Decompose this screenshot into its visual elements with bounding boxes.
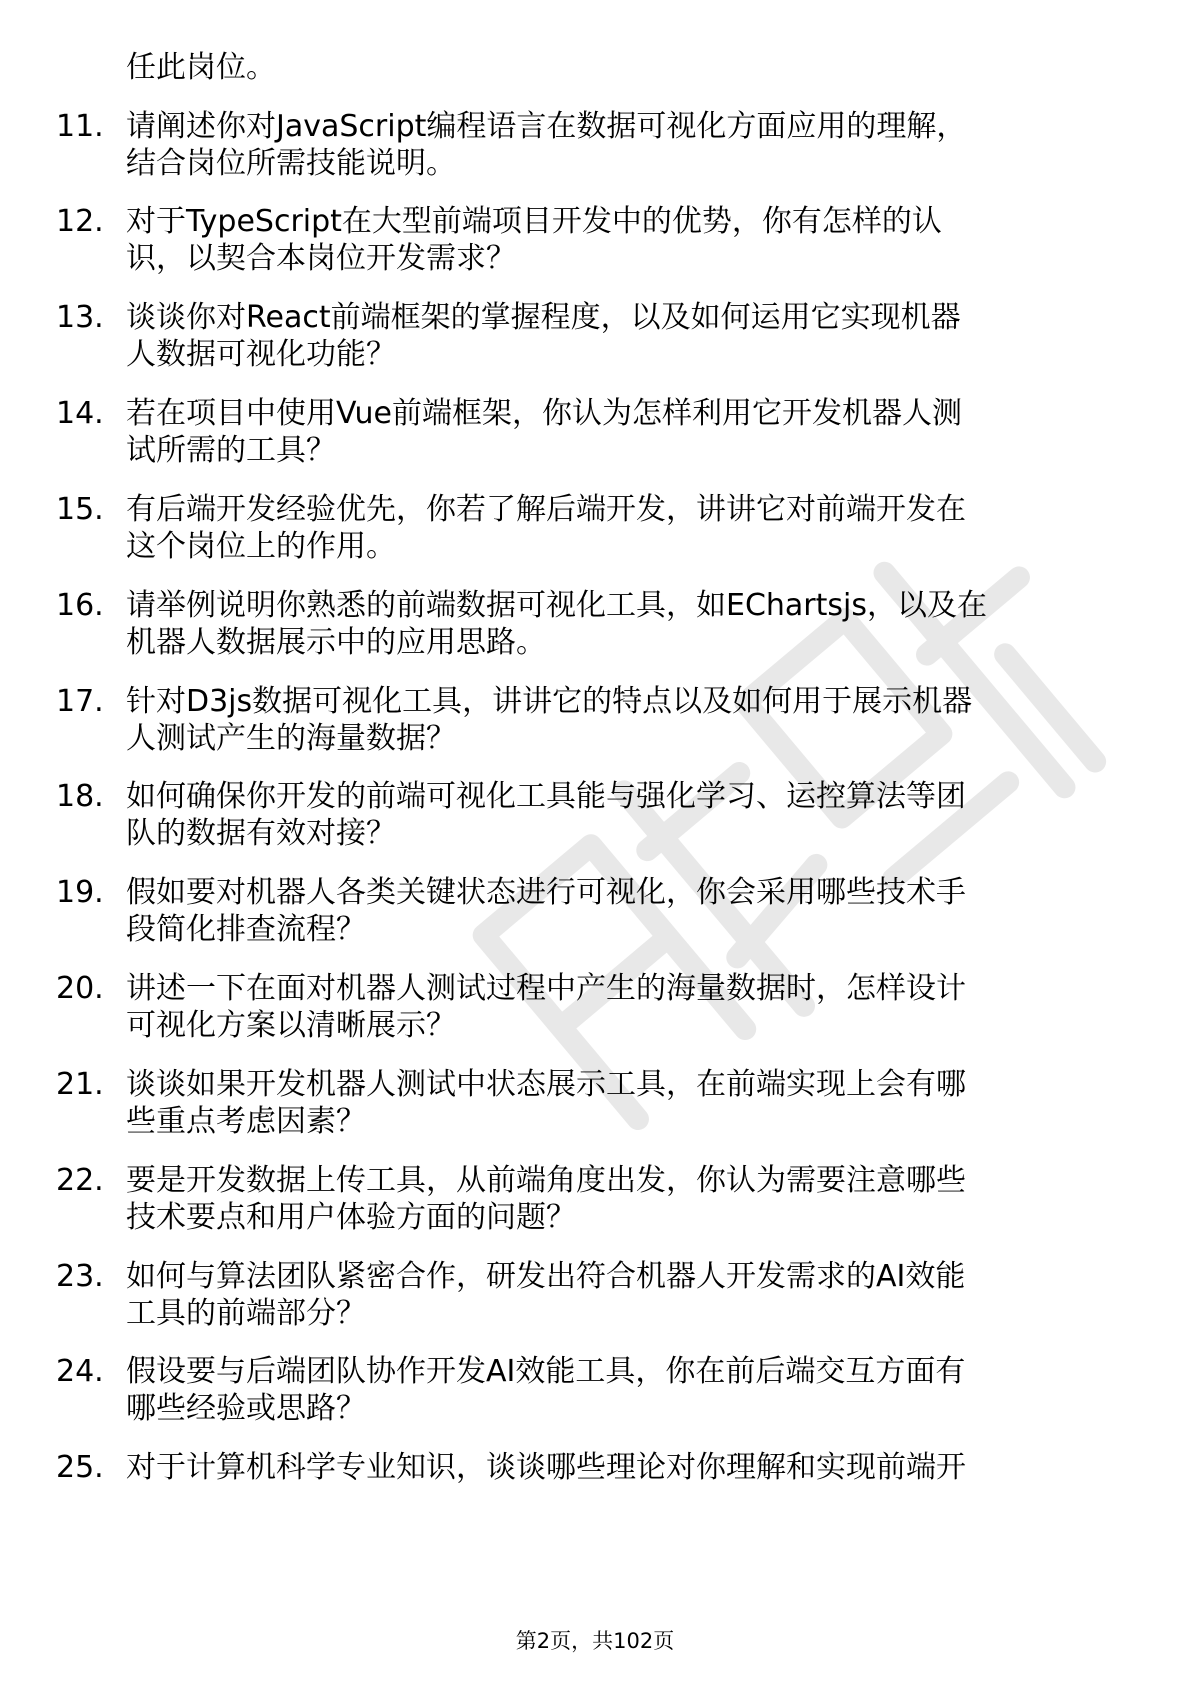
- question-number: 11.: [56, 109, 104, 144]
- question-number: 15.: [56, 492, 104, 527]
- question-number: 18.: [56, 779, 104, 814]
- question-line: 请阐述你对JavaScript编程语言在数据可视化方面应用的理解，: [126, 109, 967, 144]
- question-number: 19.: [56, 875, 104, 910]
- question-line: 段简化排查流程？: [126, 912, 366, 947]
- question-number: 17.: [56, 684, 104, 719]
- question-line: 假设要与后端团队协作开发AI效能工具，你在前后端交互方面有: [126, 1354, 966, 1389]
- question-number: 12.: [56, 204, 104, 239]
- question-line: 有后端开发经验优先，你若了解后端开发，讲讲它对前端开发在: [126, 492, 966, 527]
- question-line: 试所需的工具？: [126, 433, 336, 468]
- question-line: 机器人数据展示中的应用思路。: [126, 625, 546, 660]
- question-line: 工具的前端部分？: [126, 1296, 366, 1331]
- question-number: 22.: [56, 1163, 104, 1198]
- question-line: 谈谈你对React前端框架的掌握程度，以及如何运用它实现机器: [126, 300, 961, 335]
- question-number: 25.: [56, 1450, 104, 1485]
- question-number: 13.: [56, 300, 104, 335]
- question-line: 人测试产生的海量数据？: [126, 721, 456, 756]
- question-number: 16.: [56, 588, 104, 623]
- question-number: 24.: [56, 1354, 104, 1389]
- question-line: 技术要点和用户体验方面的问题？: [126, 1200, 576, 1235]
- question-line: 谈谈如果开发机器人测试中状态展示工具，在前端实现上会有哪: [126, 1067, 966, 1102]
- question-line: 对于计算机科学专业知识，谈谈哪些理论对你理解和实现前端开: [126, 1450, 966, 1485]
- question-line: 识，以契合本岗位开发需求？: [126, 241, 516, 276]
- continuation-text: 任此岗位。: [126, 50, 276, 85]
- question-line: 请举例说明你熟悉的前端数据可视化工具，如EChartsjs，以及在: [126, 588, 987, 623]
- question-line: 哪些经验或思路？: [126, 1391, 366, 1426]
- question-line: 对于TypeScript在大型前端项目开发中的优势，你有怎样的认: [126, 204, 942, 239]
- question-line: 假如要对机器人各类关键状态进行可视化，你会采用哪些技术手: [126, 875, 966, 910]
- question-line: 讲述一下在面对机器人测试过程中产生的海量数据时，怎样设计: [126, 971, 966, 1006]
- question-line: 可视化方案以清晰展示？: [126, 1008, 456, 1043]
- question-number: 21.: [56, 1067, 104, 1102]
- question-line: 结合岗位所需技能说明。: [126, 146, 456, 181]
- question-number: 23.: [56, 1259, 104, 1294]
- question-line: 这个岗位上的作用。: [126, 529, 396, 564]
- question-line: 若在项目中使用Vue前端框架，你认为怎样利用它开发机器人测: [126, 396, 962, 431]
- question-line: 针对D3js数据可视化工具，讲讲它的特点以及如何用于展示机器: [126, 684, 973, 719]
- question-line: 要是开发数据上传工具，从前端角度出发，你认为需要注意哪些: [126, 1163, 966, 1198]
- question-line: 人数据可视化功能？: [126, 337, 396, 372]
- question-number: 20.: [56, 971, 104, 1006]
- page-footer: 第2页，共102页: [515, 1629, 675, 1653]
- question-number: 14.: [56, 396, 104, 431]
- question-line: 如何与算法团队紧密合作，研发出符合机器人开发需求的AI效能: [126, 1259, 966, 1294]
- question-line: 如何确保你开发的前端可视化工具能与强化学习、运控算法等团: [126, 779, 966, 814]
- question-line: 队的数据有效对接？: [126, 816, 396, 851]
- question-line: 些重点考虑因素？: [126, 1104, 366, 1139]
